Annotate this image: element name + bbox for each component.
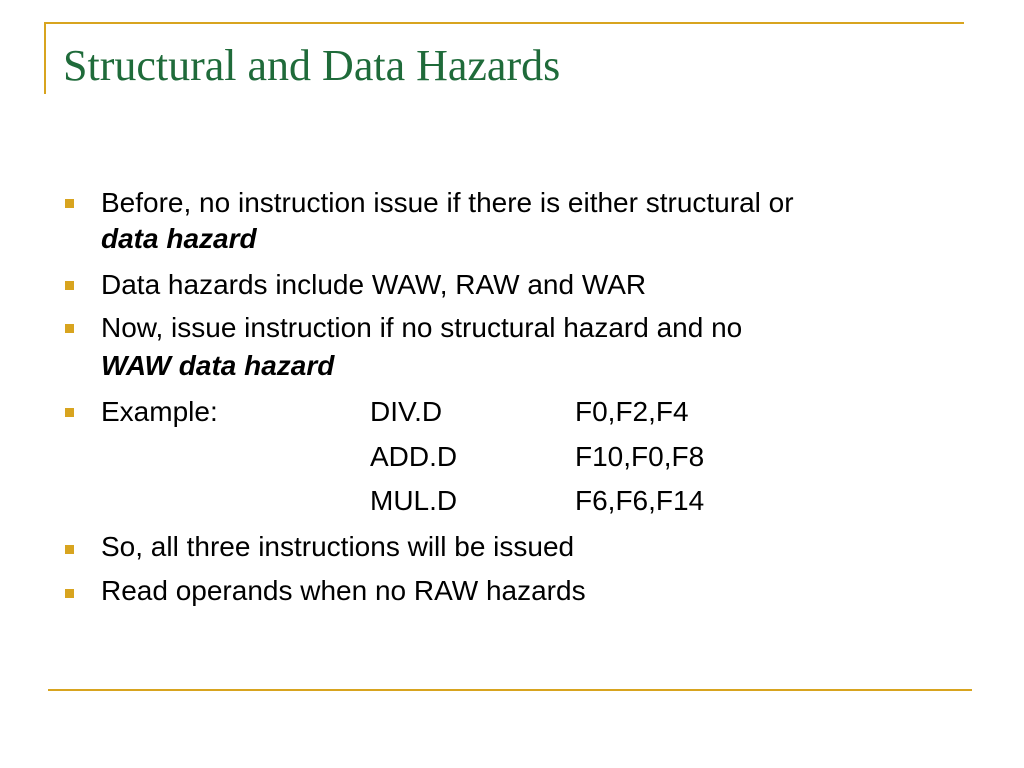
instruction-operands: F6,F6,F14 xyxy=(575,485,705,516)
bullet-text: Before, no instruction issue if there is either structural or xyxy=(101,187,794,218)
instruction-opcode: MUL.D xyxy=(370,485,458,516)
bullet-emphasis: data hazard xyxy=(101,223,257,254)
example-label: Example: xyxy=(101,396,218,427)
square-bullet-icon xyxy=(65,324,74,333)
bullet-text: Data hazards include WAW, RAW and WAR xyxy=(101,269,647,300)
bullet-text: Now, issue instruction if no structural hazard and no xyxy=(101,312,743,343)
square-bullet-icon xyxy=(65,281,74,290)
square-bullet-icon xyxy=(65,589,74,598)
square-bullet-icon xyxy=(65,545,74,554)
instruction-operands: F0,F2,F4 xyxy=(575,396,689,427)
square-bullet-icon xyxy=(65,199,74,208)
instruction-opcode: ADD.D xyxy=(370,441,458,472)
slide-title: Structural and Data Hazards xyxy=(63,41,561,90)
bullet-text: So, all three instructions will be issued xyxy=(101,531,575,562)
bullet-emphasis: WAW data hazard xyxy=(101,350,335,381)
square-bullet-icon xyxy=(65,408,74,417)
bullet-text: Read operands when no RAW hazards xyxy=(101,575,586,606)
instruction-operands: F10,F0,F8 xyxy=(575,441,705,472)
instruction-opcode: DIV.D xyxy=(370,396,443,427)
